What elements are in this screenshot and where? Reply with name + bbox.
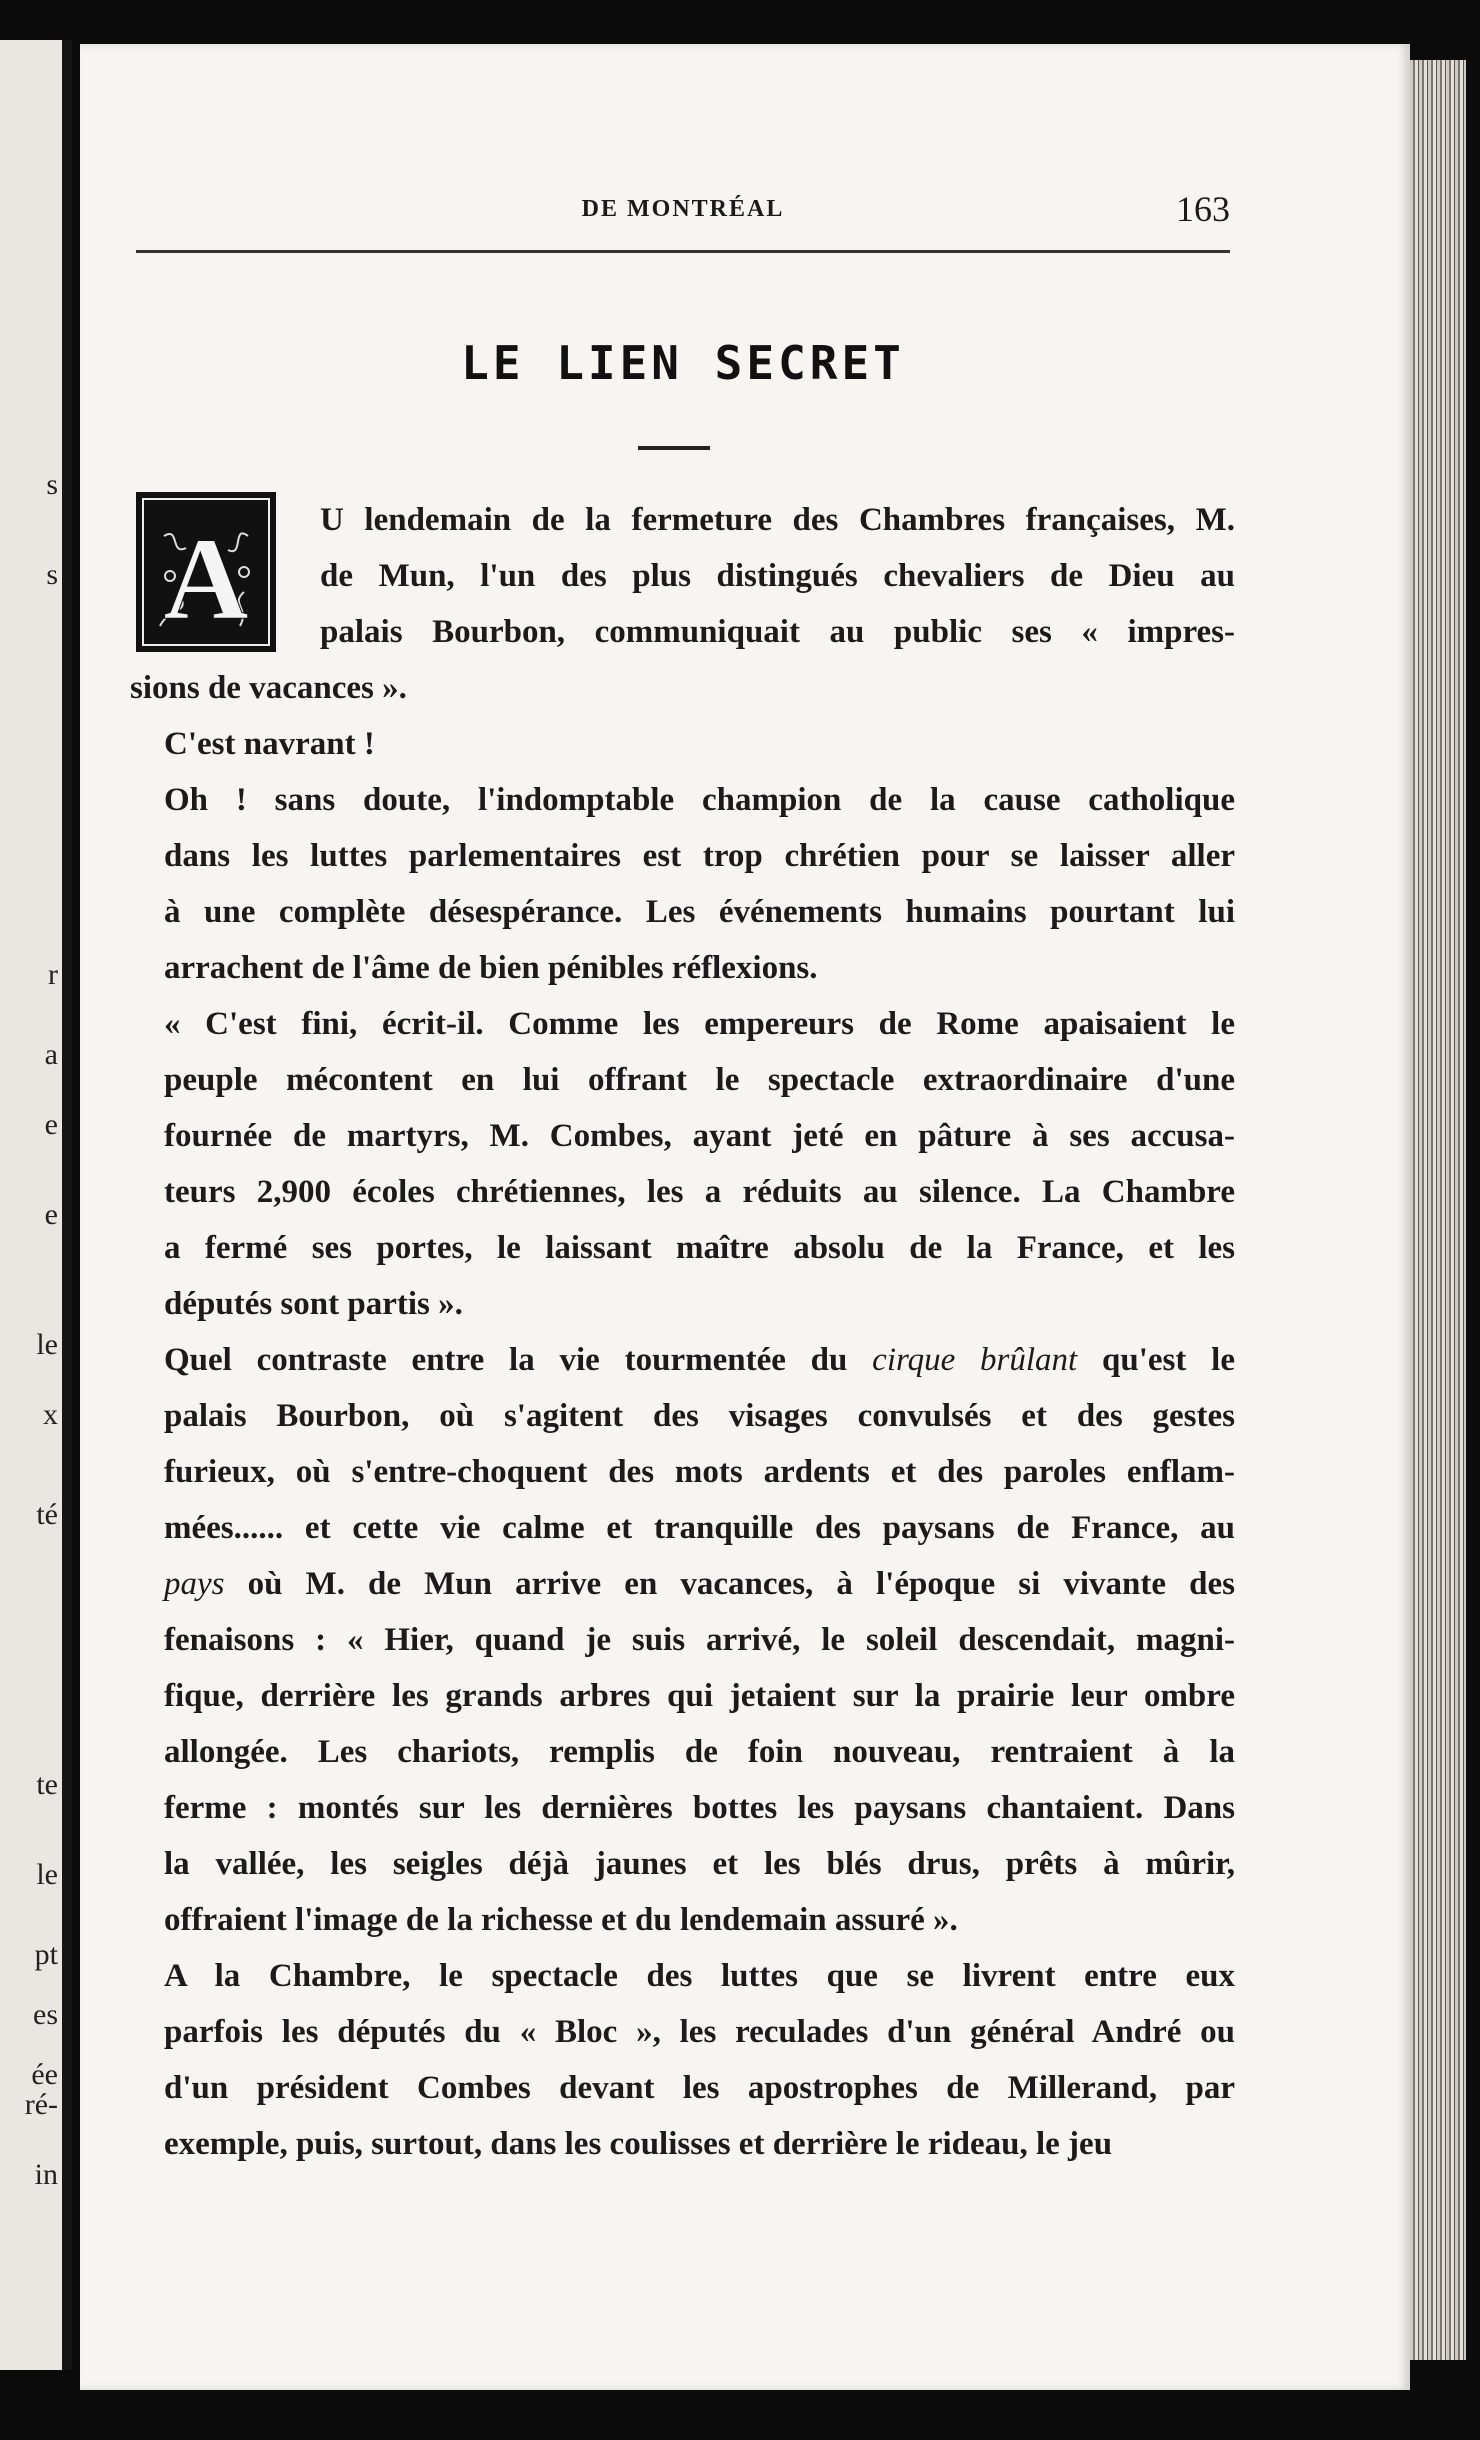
text-line: la vallée, les seigles déjà jaunes et les blés drus, prêts à mûrir,: [164, 1846, 1235, 1882]
paragraph: [130, 492, 1235, 716]
body-text: [130, 492, 1235, 2172]
previous-page-fragment: x: [43, 1398, 58, 1431]
previous-page-fragment: le: [36, 1328, 58, 1361]
text-line: à une complète désespérance. Les événements humains pourtant lui: [164, 894, 1235, 930]
text-line: « C'est fini, écrit-il. Comme les empereurs de Rome apaisaient le: [164, 1006, 1235, 1042]
running-header: [136, 188, 1230, 248]
previous-page-fragment: pt: [34, 1938, 58, 1971]
chapter-title: LE LIEN SECRET: [461, 336, 905, 390]
running-header-title: DE MONTRÉAL: [581, 196, 785, 222]
previous-page-fragment: ré-: [24, 2088, 58, 2121]
text-line: ferme : montés sur les dernières bottes les paysans chantaient. Dans: [164, 1790, 1235, 1826]
text-line: députés sont partis ».: [164, 1286, 463, 1322]
previous-page-fragment: es: [33, 1998, 58, 2031]
drop-cap-letter: A: [163, 513, 249, 644]
previous-page-fragment: té: [36, 1498, 58, 1531]
text-line: sions de vacances ».: [130, 670, 407, 706]
text-line: de Mun, l'un des plus distingués chevaliers de Dieu au: [320, 558, 1235, 594]
text-line: Oh ! sans doute, l'indomptable champion de la cause catholique: [164, 782, 1235, 818]
text-line: U lendemain de la fermeture des Chambres françaises, M.: [320, 502, 1235, 538]
previous-page-fragment: s: [46, 468, 58, 501]
previous-page-fragment: r: [48, 958, 58, 991]
text-line: offraient l'image de la richesse et du lendemain assuré ».: [164, 1902, 958, 1938]
text-line: arrachent de l'âme de bien pénibles réflexions.: [164, 950, 818, 986]
text-line: A la Chambre, le spectacle des luttes que se livrent entre eux: [164, 1958, 1235, 1994]
paragraph: [130, 1332, 1235, 1948]
previous-page-fragment: e: [44, 1198, 58, 1231]
paragraph: [130, 1948, 1235, 2172]
text-line: C'est navrant !: [164, 726, 375, 762]
text-line: dans les luttes parlementaires est trop chrétien pour se laisser aller: [164, 838, 1235, 874]
page-number: 163: [1176, 189, 1230, 229]
header-rule: [136, 250, 1230, 253]
text-line: fournée de martyrs, M. Combes, ayant jeté en pâture à ses accusa-: [164, 1118, 1235, 1154]
text-line: mées...... et cette vie calme et tranquille des paysans de France, au: [164, 1510, 1235, 1546]
text-line: palais Bourbon, communiquait au public ses « impres-: [320, 614, 1235, 650]
text-line: peuple mécontent en lui offrant le spectacle extraordinaire d'une: [164, 1062, 1235, 1098]
paragraph: [130, 996, 1235, 1332]
text-line: furieux, où s'entre-choquent des mots ardents et des paroles enflam-: [164, 1454, 1235, 1490]
previous-page-fragment: le: [36, 1858, 58, 1891]
title-dash-divider: [638, 446, 710, 450]
paragraph: [130, 716, 1235, 772]
text-line: parfois les députés du « Bloc », les reculades d'un général André ou: [164, 2014, 1235, 2050]
previous-page-fragment: te: [36, 1768, 58, 1801]
text-line: exemple, puis, surtout, dans les coulisses et derrière le rideau, le jeu: [164, 2126, 1113, 2162]
previous-page-fragment: e: [44, 1108, 58, 1141]
previous-page-fragment: in: [34, 2158, 58, 2191]
text-line: fenaisons : « Hier, quand je suis arrivé, le soleil descendait, magni-: [164, 1622, 1235, 1658]
text-line: allongée. Les chariots, remplis de foin nouveau, rentraient à la: [164, 1734, 1235, 1770]
text-line: palais Bourbon, où s'agitent des visages convulsés et des gestes: [164, 1398, 1235, 1434]
text-line: a fermé ses portes, le laissant maître absolu de la France, et les: [164, 1230, 1235, 1266]
text-line: pays où M. de Mun arrive en vacances, à l'époque si vivante des: [164, 1566, 1235, 1602]
text-line: fique, derrière les grands arbres qui jetaient sur la prairie leur ombre: [164, 1678, 1235, 1714]
previous-page-fragment: a: [44, 1038, 58, 1071]
text-line: teurs 2,900 écoles chrétiennes, les a réduits au silence. La Chambre: [164, 1174, 1235, 1210]
text-line: d'un président Combes devant les apostrophes de Millerand, par: [164, 2070, 1235, 2106]
text-line: Quel contraste entre la vie tourmentée du cirque brûlant qu'est le: [164, 1342, 1235, 1378]
previous-page-fragment: s: [46, 558, 58, 591]
previous-page-fragment: ée: [31, 2058, 58, 2091]
paragraph: [130, 772, 1235, 996]
